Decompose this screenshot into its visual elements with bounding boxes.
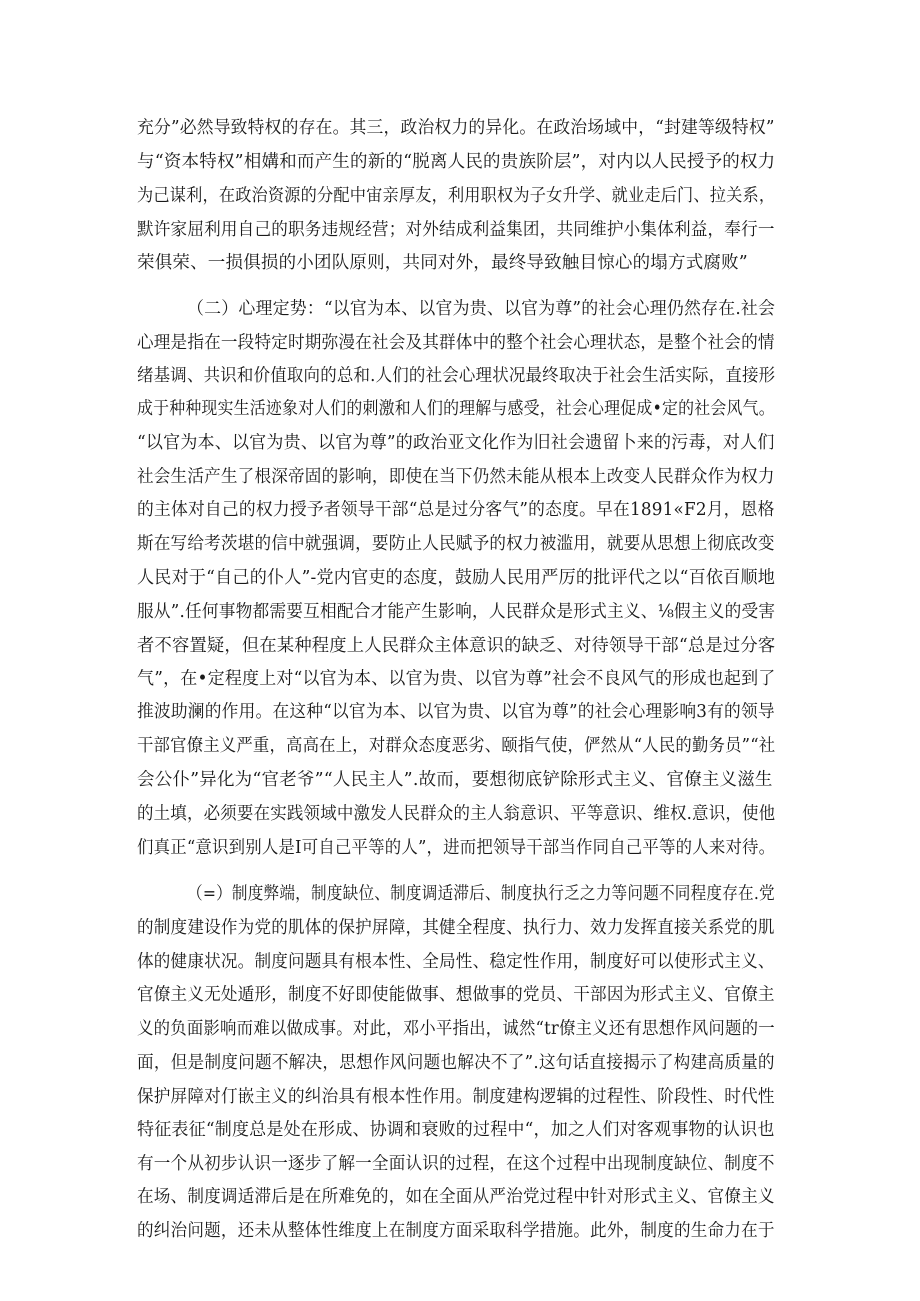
text-line: 保护屏障对仃嵌主义的纠治具有根本性作用。制度建构逻辑的过程性、阶段性、时代性	[137, 1087, 775, 1107]
text-line: 会公仆”异化为“官老爷”“人民主人”.故而，要想彻底铲除形式主义、官僚主义滋生	[137, 770, 773, 790]
text-line: 在场、制度调适滞后是在所难免的，如在全面从严治党过程中针对形式主义、官僚主义	[137, 1187, 775, 1207]
text-line: 的主体对自己的权力授予者领导干部“总是过分客气”的态度。早在1891«F2月，恩格	[137, 500, 775, 520]
text-line: 面，但是制度问题不解决，思想作风问题也解决不了”.这句话直接揭示了构建高质量的	[137, 1053, 775, 1073]
text-line: 推波助澜的作用。在这种“以官为本、以官为贵、以官为尊”的社会心理影响3有的领导	[137, 702, 775, 722]
text-line: 官僚主义无处遁形，制度不好即使能做事、想做事的党员、干部因为形式主义、官僚主	[137, 985, 775, 1005]
text-line: 的土填，必须要在实践领域中激发人民群众的主人翁意识、平等意识、维权.意识，使他	[137, 804, 776, 824]
text-line: 气”，在•定程度上对“以官为本、以官为贵、以官为尊”社会不良风气的形成也起到了	[137, 669, 776, 689]
text-line: 荣俱荣、一损俱损的小团队原则，共同对外，最终导致触目惊心的塌方式腐败”	[137, 253, 748, 273]
text-line: 的纠治问题，还未从整体性维度上在制度方面采取科学措施。此外，制度的生命力在于	[137, 1221, 775, 1241]
text-line: 为己谋利，在政治资源的分配中宙亲厚友，利用职权为子女升学、就业走后门、拉关系，	[137, 186, 776, 206]
text-line: 特征表征“制度总是处在形成、协调和衰败的过程中“，加之人们对客观事物的认识也	[137, 1120, 775, 1140]
text-line: 的制度建设作为党的肌体的保护屏障，其健全程度、执行力、效力发挥直接关系党的肌	[137, 918, 775, 938]
text-line: 默许家屈利用自己的职务违规经营；对外结成利益集团，共同维护小集体利益，奉行一	[137, 220, 775, 240]
text-line: 者不容置疑，但在某种程度上人民群众主体意识的缺乏、对待领导干部“总是过分客	[137, 636, 776, 656]
text-line: 心理是指在一段特定时期弥漫在社会及其群体中的整个社会心理状态，是整个社会的情	[137, 333, 775, 353]
text-line: 有一个从初步认识一逐步了解一全面认识的过程，在这个过程中出现制度缺位、制度不	[137, 1154, 775, 1174]
text-line: 成于种种现实生活迹象对人们的刺激和人们的理解与感受，社会心理促成•定的社会风气。	[137, 399, 775, 419]
text-line: （二）心理定势：“以官为本、以官为贵、以官为尊”的社会心理仍然存在.社会	[187, 299, 776, 319]
text-line: 们真正“意识到别人是I可自己平等的人”，进而把领导干部当作同自己平等的人来对待。	[137, 838, 776, 858]
text-line: 体的健康状况。制度问题具有根本性、全局性、稳定性作用，制度好可以使形式主义、	[137, 952, 775, 972]
text-line: 充分”必然导致特权的存在。其三，政治权力的异化。在政治场域中，“封建等级特权”	[137, 118, 775, 138]
text-line: 绪基调、共识和价值取向的总和.人们的社会心理状况最终取决于社会生活实际，直接形	[137, 366, 776, 386]
text-line: （=）制度弊端，制度缺位、制度调适滞后、制度执行乏之力等问题不同程度存在.党	[187, 884, 775, 904]
text-line: 与“资本特权”相媾和而产生的新的“脱离人民的贵族阶层”，对内以人民授予的权力	[137, 152, 776, 172]
text-line: 干部官僚主义严重，高高在上，对群众态度恶劣、颐指气使，俨然从“人民的勤务员”“社	[137, 736, 776, 756]
text-line: 社会生活产生了根深帝固的影响，即使在当下仍然未能从根本上改变人民群众作为权力	[137, 467, 775, 487]
text-line: 斯在写给考茨堪的信中就强调，要防止人民赋予的权力被滥用，就要从思想上彻底改变	[137, 534, 775, 554]
text-line: 人民对于“自己的仆人”-党内官吏的态度，鼓励人民用严厉的批评代之以“百依百顺地	[137, 568, 776, 588]
text-line: “以官为本、以官为贵、以官为尊”的政治亚文化作为旧社会遗留卜来的污毒，对人们	[137, 433, 775, 453]
text-line: 服从”.任何事物都需要互相配合才能产生影响，人民群众是形式主义、⅛假主义的受害	[137, 602, 776, 622]
text-line: 义的负面影响而难以做成事。对此，邓小平指出，诚然“tr僚主义还有思想作风问题的一	[137, 1019, 775, 1039]
